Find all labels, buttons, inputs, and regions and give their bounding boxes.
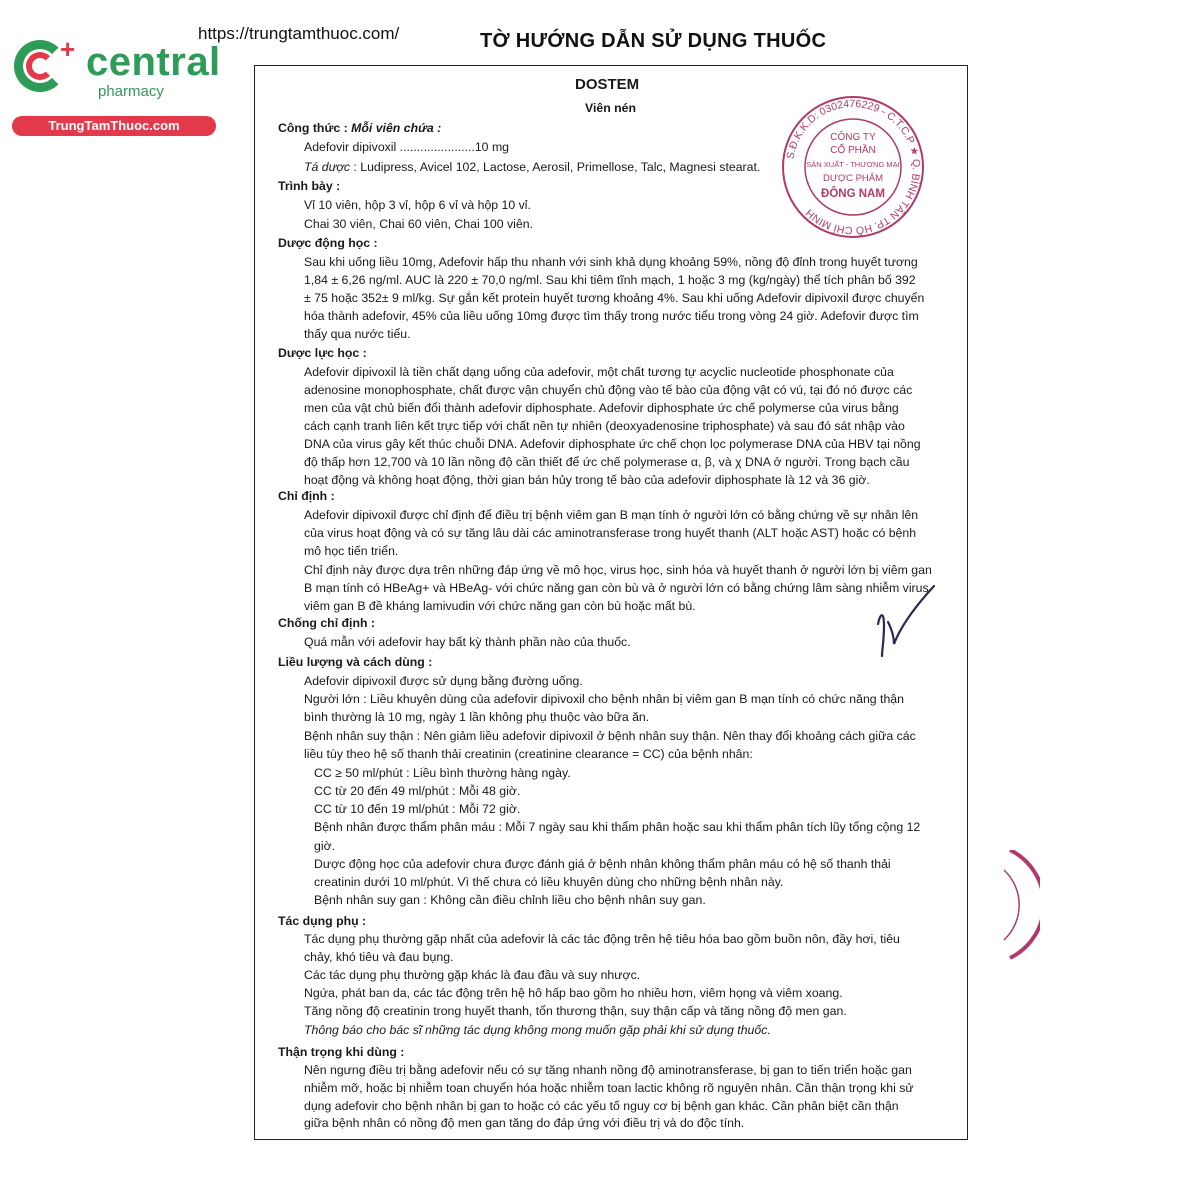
dosage-line: Bệnh nhân suy gan : Không cần điều chỉnh liều cho bệnh nhân suy gan. — [314, 893, 706, 907]
pharmacodynamics-line: adenosine monophosphate, chất được vận chuyển chủ động vào tế bào của động vật có vú, tại đó nó được các — [304, 383, 913, 397]
side-effects-line: Tăng nồng độ creatinin trong huyết thanh, tổn thương thận, suy thận cấp và tăng nồng độ men gan. — [304, 1004, 847, 1018]
plus-icon: + — [60, 34, 76, 64]
dosage-heading: Liều lượng và cách dùng : — [278, 655, 433, 669]
dosage-line: Dược động học của adefovir chưa được đánh giá ở bệnh nhân không thẩm phân máu có hệ số thanh thải — [314, 857, 891, 871]
dosage-line: CC ≥ 50 ml/phút : Liều bình thường hàng ngày. — [314, 766, 571, 780]
formula-label: Công thức : — [278, 121, 348, 135]
indications-heading: Chỉ định : — [278, 489, 335, 503]
dosage-line: CC từ 20 đến 49 ml/phút : Mỗi 48 giờ. — [314, 784, 521, 798]
pharmacokinetics-heading: Dược động học : — [278, 236, 378, 250]
dosage-line: Người lớn : Liều khuyên dùng của adefovir dipivoxil cho bệnh nhân bị viêm gan B mạn tính có chức năng thận — [304, 692, 904, 706]
pharmacodynamics-line: men của vật chủ biến đổi thành adefovir diphosphate. Adefovir diphosphate ức chế polymerse của virus bằng — [304, 401, 899, 415]
presentation-line: Vỉ 10 viên, hộp 3 vỉ, hộp 6 vỉ và hộp 10 vỉ. — [304, 198, 531, 212]
stamp-line-2: CỔ PHẦN — [830, 145, 876, 156]
pharmacodynamics-line: Adefovir dipivoxil là tiền chất dạng uống của adefovir, một chất tương tự acyclic nucleotide phosphonate của — [304, 365, 894, 379]
brand-logo[interactable] — [8, 34, 221, 136]
excipients-label: Tá dược — [304, 160, 350, 174]
stamp-ring-text: S.Đ.K.K.D: 0302476229 - C.T.C.P ★ Q. BÌNH TÂN TP. HỒ CHÍ MINH — [784, 97, 923, 237]
pharmacokinetics-line: Sau khi uống liều 10mg, Adefovir hấp thu nhanh với sinh khả dụng khoảng 59%, nồng độ đỉnh trong huyết tương — [304, 255, 918, 269]
contraindications-line: Quá mẫn với adefovir hay bất kỳ thành phần nào của thuốc. — [304, 635, 631, 649]
side-effects-line: chảy, khó tiêu và đau bụng. — [304, 950, 454, 964]
dosage-form: Viên nén — [585, 101, 637, 115]
presentation-line: Chai 30 viên, Chai 60 viên, Chai 100 viên. — [304, 217, 533, 231]
dosage-line: liều tùy theo hệ số thanh thải creatinin (creatinine clearance = CC) của bệnh nhân: — [304, 747, 753, 761]
indications-line: viêm gan B đề kháng lamivudin với chức năng gan còn bù hoặc mất bù. — [304, 599, 696, 613]
pharmacodynamics-heading: Dược lực học : — [278, 346, 367, 360]
pharmacodynamics-line: hoạt động và không hoạt động, thời gian bán hủy trong tế bào của adefovir diphosphate là 12 và 36 giờ. — [304, 473, 870, 487]
side-effects-line: Tác dụng phụ thường gặp nhất của adefovir là các tác động trên hệ tiêu hóa bao gồm buồn nôn, đầy hơi, tiêu — [304, 932, 900, 946]
company-stamp-icon — [780, 94, 926, 240]
stamp-line-1: CÔNG TY — [830, 132, 876, 143]
logo-brand-text: central — [86, 40, 221, 84]
dosage-line: Bệnh nhân suy thận : Nên giảm liều adefovir dipivoxil ở bệnh nhân suy thận. Nên thay đổi khoảng cách giữa các — [304, 729, 916, 743]
precautions-heading: Thận trọng khi dùng : — [278, 1045, 405, 1059]
formula-line: Adefovir dipivoxil ......................10 mg — [304, 140, 510, 154]
precautions-line: Nên ngưng điều trị bằng adefovir nếu có sự tăng nhanh nồng độ aminotransferase, bị gan to tiến triển hoặc gan — [304, 1063, 912, 1077]
stamp-line-5: ĐÔNG NAM — [821, 188, 885, 200]
dosage-line: giờ. — [314, 839, 336, 853]
indications-line: mô học tiến triển. — [304, 544, 399, 558]
drug-name: DOSTEM — [575, 76, 640, 93]
stamp-line-3: SẢN XUẤT - THƯƠNG MẠI — [806, 160, 900, 169]
dosage-line: Bệnh nhân được thẩm phân máu : Mỗi 7 ngày sau khi thẩm phân hoặc sau khi thẩm phân tích lũy tổng cộng 12 — [314, 820, 921, 834]
contraindications-heading: Chống chỉ định : — [278, 616, 375, 630]
logo-sub-text: pharmacy — [98, 83, 164, 100]
dosage-line: bình thường là 10 mg, ngày 1 lần không phụ thuộc vào bữa ăn. — [304, 710, 650, 724]
precautions-line: giữa bệnh nhân có nồng độ men gan tăng do đáp ứng với điều trị và do độc tính. — [304, 1116, 745, 1130]
logo-inner-ring-icon — [26, 52, 54, 80]
pharmacodynamics-line: độ thấp hơn 12,700 và 10 lần nồng độ cần thiết để ức chế polymerase α, β, và χ DNA ở người. Trong bạch cầu — [304, 455, 910, 469]
pharmacokinetics-line: ± 75 hoặc 352± 9 ml/kg. Sự gắn kết protein huyết tương khoảng 4%. Sau khi uống Adefovir dipivoxil được chuyển — [304, 291, 925, 305]
source-url[interactable]: https://trungtamthuoc.com/ — [198, 24, 400, 43]
presentation-heading: Trình bày : — [278, 179, 341, 193]
pharmacokinetics-line: hóa thành adefovir, 45% của liều uống 10mg được tìm thấy trong nước tiểu trong vòng 24 giờ. Adefovir được tìm — [304, 309, 919, 323]
partial-stamp-icon — [1000, 850, 1040, 960]
page-title: TỜ HƯỚNG DẪN SỬ DỤNG THUỐC — [480, 30, 827, 52]
side-effects-line: Các tác dụng phụ thường gặp khác là đau đầu và suy nhược. — [304, 968, 641, 982]
indications-line: Adefovir dipivoxil được chỉ định để điều trị bệnh viêm gan B mạn tính ở người lớn có bằng chứng về sự nhân lên — [304, 508, 919, 522]
formula-heading — [278, 119, 441, 137]
side-effects-line: Ngứa, phát ban da, các tác động trên hệ hô hấp bao gồm ho nhiều hơn, viêm họng và viêm xoang. — [304, 986, 843, 1000]
excipients-line — [304, 158, 760, 176]
pharmacodynamics-line: DNA của virus gây kết thúc chuỗi DNA. Adefovir diphosphate ức chế chọn lọc polymerase DNA của HBV tại nồng — [304, 437, 921, 451]
stamp-line-4: DƯỢC PHẨM — [822, 173, 884, 184]
dosage-line: creatinin dưới 10 ml/phút. Vì thế chưa có liều khuyên dùng cho những bệnh nhân này. — [314, 875, 784, 889]
dosage-line: CC từ 10 đến 19 ml/phút : Mỗi 72 giờ. — [314, 802, 521, 816]
precautions-line: nhiễm mỡ, hoặc bị nhiễm toan chuyển hóa hoặc nhiễm toan lactic không rõ nguyên nhân. Cần thận trọng khi sử — [304, 1081, 914, 1095]
indications-line: B mạn tính có HBeAg+ và HBeAg- với chức năng gan còn bù và ở người lớn có bằng chứng lâm sàng nhiễm virus — [304, 581, 929, 595]
pharmacokinetics-line: thấy qua nước tiểu. — [304, 327, 411, 341]
indications-line: của virus hoạt động và có sự tăng lâu dài các aminotransferase trong huyết thanh (ALT hoặc AST) hoặc có bệnh — [304, 526, 917, 540]
precautions-line: dụng adefovir cho bệnh nhân bị gan to hoặc có các yếu tố nguy cơ bị bệnh gan khác. Cần phân biệt cần thận — [304, 1099, 899, 1113]
pharmacodynamics-line: cách cạnh tranh liên kết trực tiếp với chất nền tự nhiên (deoxyadenosine triphosphate) và sau đó sát nhập vào — [304, 419, 905, 433]
logo-site-text: TrungTamThuoc.com — [12, 116, 216, 136]
formula-sub-label: Mỗi viên chứa : — [351, 121, 442, 135]
excipients-text: : Ludipress, Avicel 102, Lactose, Aerosil, Primellose, Talc, Magnesi stearat. — [349, 160, 761, 174]
indications-line: Chỉ định này được dựa trên những đáp ứng về mô học, virus học, sinh hóa và huyết thanh ở người lớn bị viêm gan — [304, 563, 932, 577]
side-effects-heading: Tác dụng phụ : — [278, 914, 367, 928]
pharmacokinetics-line: 1,84 ± 6,26 ng/ml. AUC là 220 ± 70,0 ng/ml. Sau khi tiêm tĩnh mạch, 1 hoặc 3 mg (kg/ngày) thể tích phân bố 392 — [304, 273, 916, 287]
dosage-line: Adefovir dipivoxil được sử dụng bằng đường uống. — [304, 674, 583, 688]
side-effects-note: Thông báo cho bác sĩ những tác dụng không mong muốn gặp phải khi sử dụng thuốc. — [304, 1023, 771, 1037]
